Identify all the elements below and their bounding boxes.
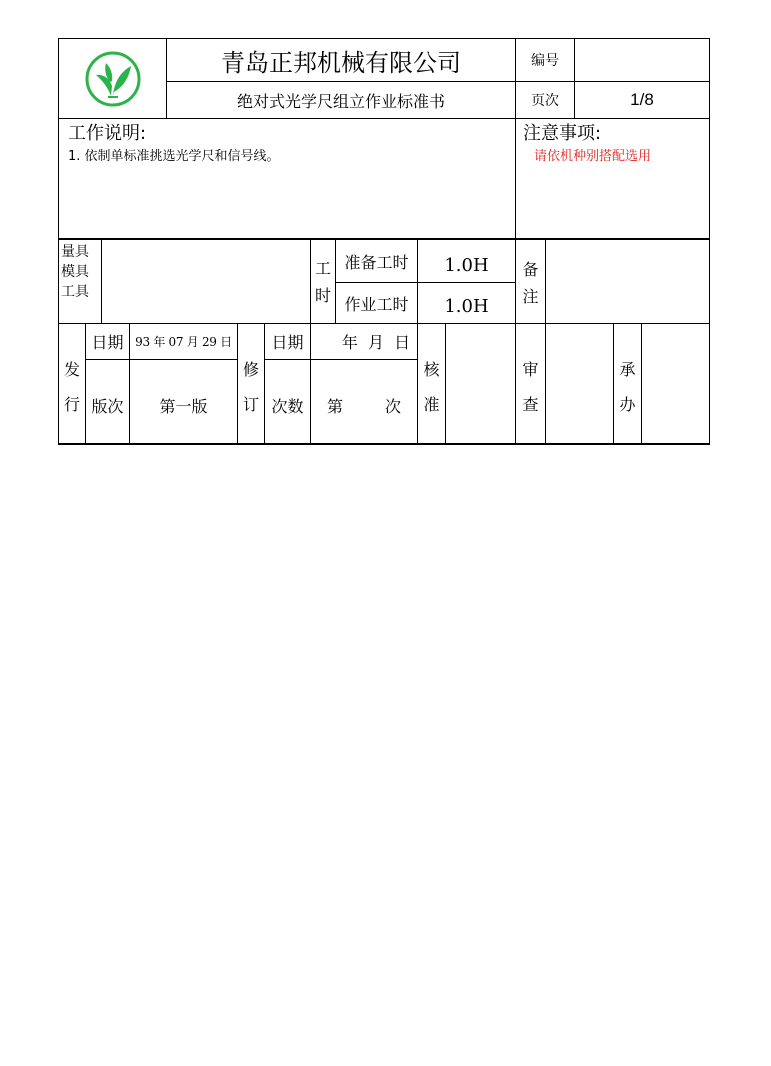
frame-right [709, 38, 710, 445]
issue-date-label: 日期 [91, 333, 124, 352]
company-logo [59, 39, 166, 118]
review-label-char-2: 查 [522, 395, 539, 414]
revision-count-label: 次数 [271, 396, 304, 416]
hours-label-char-2: 时 [314, 286, 331, 305]
revision-count-suffix: 次 [384, 396, 401, 416]
remarks-label-char-2: 注 [522, 287, 539, 306]
notes-text: 请依机种别搭配选用 [534, 149, 652, 164]
version-label: 版次 [91, 396, 124, 416]
number-value[interactable] [575, 39, 709, 81]
document-title: 绝对式光学尺组立作业标准书 [236, 91, 445, 111]
approve-label-char-1: 核 [423, 360, 440, 379]
issue-label-char-2: 行 [63, 395, 80, 414]
version-value: 第一版 [159, 396, 208, 416]
prep-time-label: 准备工时 [344, 252, 409, 272]
tools-value[interactable] [102, 240, 310, 323]
company-name: 青岛正邦机械有限公司 [221, 48, 461, 77]
prep-time-value: 1.0H [444, 254, 489, 276]
approve-label-char-2: 准 [423, 395, 440, 414]
revision-date-label: 日期 [271, 333, 304, 352]
remarks-label [516, 257, 545, 307]
tools-label-measure: 量具 [61, 244, 89, 260]
hours-label [311, 256, 335, 306]
revision-count-value[interactable] [311, 360, 417, 444]
work-time-value: 1.0H [444, 295, 489, 317]
handle-label-char-1: 承 [619, 360, 636, 379]
notes-title: 注意事项: [523, 123, 602, 144]
revision-label-char-1: 修 [242, 360, 259, 379]
handle-signature[interactable] [642, 324, 709, 443]
issue-label [59, 357, 85, 415]
tools-label-mold: 模具 [61, 264, 89, 280]
remarks-label-char-1: 备 [522, 260, 539, 279]
handle-label-char-2: 办 [619, 395, 636, 414]
hours-label-char-1: 工 [314, 259, 331, 278]
handle-label [614, 357, 641, 415]
issue-date-value: 93 年 07 月 29 日 [135, 335, 232, 349]
approve-label [418, 357, 445, 415]
review-signature[interactable] [546, 324, 613, 443]
header-bottom-line [58, 118, 710, 119]
tools-label-tool: 工具 [61, 284, 89, 300]
issue-label-char-1: 发 [63, 360, 80, 379]
revision-count-prefix: 第 [327, 396, 344, 416]
number-label: 编号 [531, 53, 559, 69]
work-time-label: 作业工时 [344, 294, 409, 314]
remarks-value[interactable] [546, 240, 709, 323]
approve-signature[interactable] [446, 324, 515, 443]
revision-label-char-2: 订 [242, 395, 259, 414]
review-label [516, 357, 545, 415]
revision-label [238, 357, 264, 415]
page-number: 1/8 [630, 90, 654, 109]
page-label: 页次 [531, 93, 559, 109]
tools-label [61, 242, 101, 302]
work-instructions-title: 工作说明: [68, 123, 147, 144]
review-label-char-1: 审 [522, 360, 539, 379]
revision-date-value[interactable]: 年 月 日 [341, 333, 411, 352]
leaf-logo-icon [84, 50, 142, 108]
work-step-1: 1. 依制单标准挑选光学尺和信号线。 [68, 149, 280, 164]
